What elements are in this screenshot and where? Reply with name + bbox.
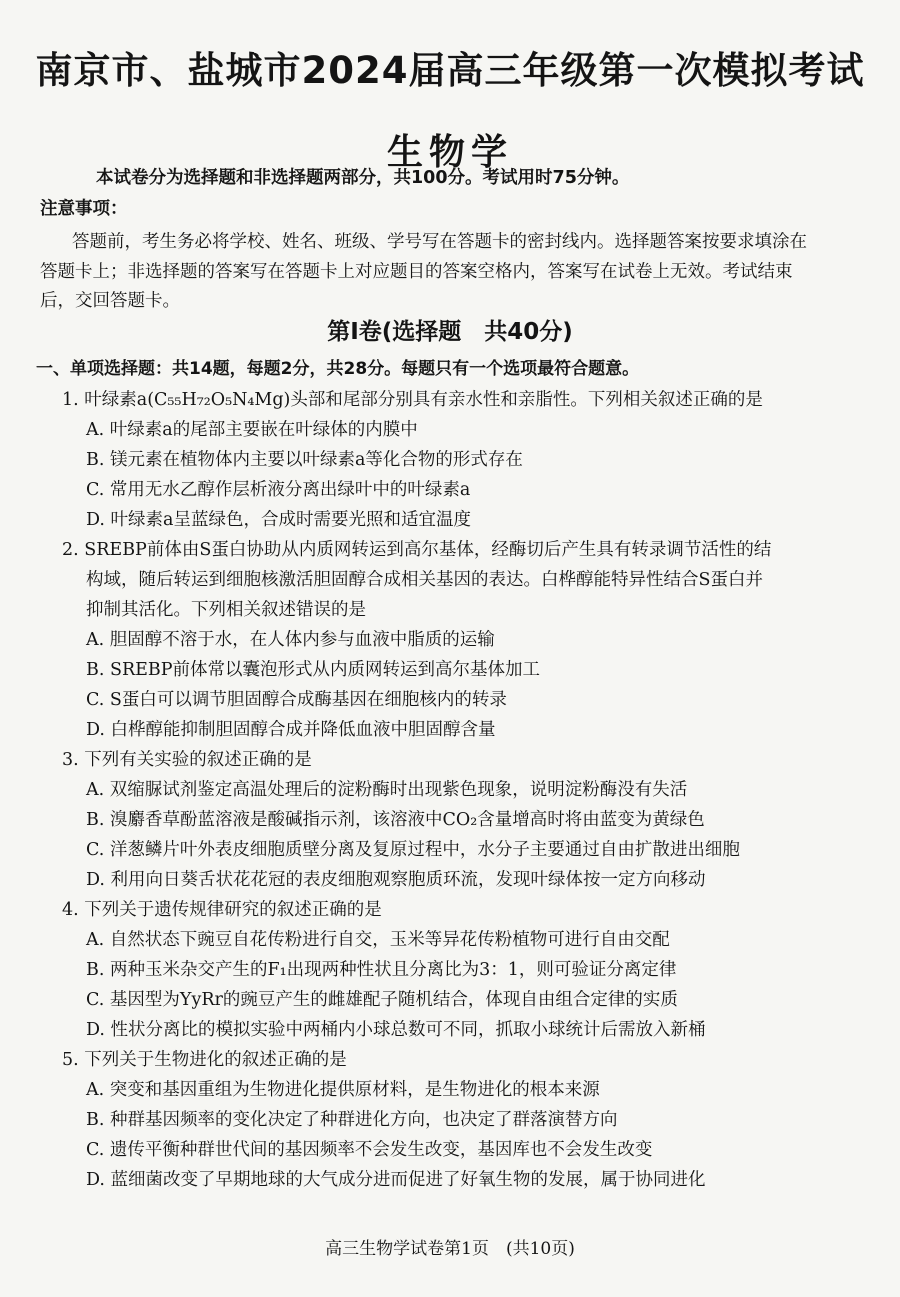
question-option: C. S蛋白可以调节胆固醇合成酶基因在细胞核内的转录 [86, 690, 507, 710]
question-option: A. 突变和基因重组为生物进化提供原材料，是生物进化的根本来源 [86, 1080, 600, 1100]
question-option: C. 遗传平衡种群世代间的基因频率不会发生改变，基因库也不会发生改变 [86, 1140, 653, 1160]
question-option: A. 双缩脲试剂鉴定高温处理后的淀粉酶时出现紫色现象，说明淀粉酶没有失活 [86, 780, 688, 800]
question-option: A. 自然状态下豌豆自花传粉进行自交，玉米等异花传粉植物可进行自由交配 [86, 930, 670, 950]
subject-title: 生物学 [386, 132, 513, 173]
question-option: D. 叶绿素a呈蓝绿色，合成时需要光照和适宜温度 [86, 510, 471, 530]
question-stem: 5. 下列关于生物进化的叙述正确的是 [62, 1050, 347, 1070]
notice-line: 答题卡上；非选择题的答案写在答题卡上对应题目的答案空格内，答案写在试卷上无效。考试结束 [40, 262, 793, 282]
question-option: D. 蓝细菌改变了早期地球的大气成分进而促进了好氧生物的发展，属于协同进化 [86, 1170, 706, 1190]
question-option: D. 利用向日葵舌状花花冠的表皮细胞观察胞质环流，发现叶绿体按一定方向移动 [86, 870, 706, 890]
notice-heading: 注意事项： [40, 199, 128, 219]
question-option: B. 溴麝香草酚蓝溶液是酸碱指示剂，该溶液中CO₂含量增高时将由蓝变为黄绿色 [86, 810, 705, 830]
question-option: B. 种群基因频率的变化决定了种群进化方向，也决定了群落演替方向 [86, 1110, 618, 1130]
question-option: D. 性状分离比的模拟实验中两桶内小球总数可不同，抓取小球统计后需放入新桶 [86, 1020, 706, 1040]
exam-intro: 本试卷分为选择题和非选择题两部分，共100分。考试用时75分钟。 [96, 168, 630, 188]
part-heading: 一、单项选择题：共14题，每题2分，共28分。每题只有一个选项最符合题意。 [36, 359, 640, 379]
question-option: D. 白桦醇能抑制胆固醇合成并降低血液中胆固醇含量 [86, 720, 496, 740]
question-option: C. 基因型为YyRr的豌豆产生的雌雄配子随机结合，体现自由组合定律的实质 [86, 990, 678, 1010]
page-footer: 高三生物学试卷第1页 (共10页) [325, 1239, 575, 1259]
question-stem: 抑制其活化。下列相关叙述错误的是 [86, 600, 366, 620]
notice-line: 后，交回答题卡。 [40, 291, 180, 311]
notice-line: 答题前，考生务必将学校、姓名、班级、学号写在答题卡的密封线内。选择题答案按要求填涂在 [72, 232, 807, 252]
question-stem: 3. 下列有关实验的叙述正确的是 [62, 750, 312, 770]
question-option: A. 叶绿素a的尾部主要嵌在叶绿体的内膜中 [86, 420, 418, 440]
question-option: B. 两种玉米杂交产生的F₁出现两种性状且分离比为3：1，则可验证分离定律 [86, 960, 677, 980]
question-option: B. 镁元素在植物体内主要以叶绿素a等化合物的形式存在 [86, 450, 523, 470]
question-stem: 4. 下列关于遗传规律研究的叙述正确的是 [62, 900, 382, 920]
question-option: C. 常用无水乙醇作层析液分离出绿叶中的叶绿素a [86, 480, 471, 500]
question-stem: 1. 叶绿素a(C₅₅H₇₂O₅N₄Mg)头部和尾部分别具有亲水性和亲脂性。下列相关叙述正确的是 [62, 390, 763, 410]
section-title: 第Ⅰ卷(选择题 共40分) [327, 319, 573, 345]
question-stem: 2. SREBP前体由S蛋白协助从内质网转运到高尔基体，经酶切后产生具有转录调节活性的结 [62, 540, 772, 560]
question-stem: 构域，随后转运到细胞核激活胆固醇合成相关基因的表达。白桦醇能特异性结合S蛋白并 [86, 570, 763, 590]
question-option: A. 胆固醇不溶于水，在人体内参与血液中脂质的运输 [86, 630, 495, 650]
question-option: B. SREBP前体常以囊泡形式从内质网转运到高尔基体加工 [86, 660, 541, 680]
question-option: C. 洋葱鳞片叶外表皮细胞质壁分离及复原过程中，水分子主要通过自由扩散进出细胞 [86, 840, 740, 860]
exam-title: 南京市、盐城市2024届高三年级第一次模拟考试 [35, 49, 865, 92]
